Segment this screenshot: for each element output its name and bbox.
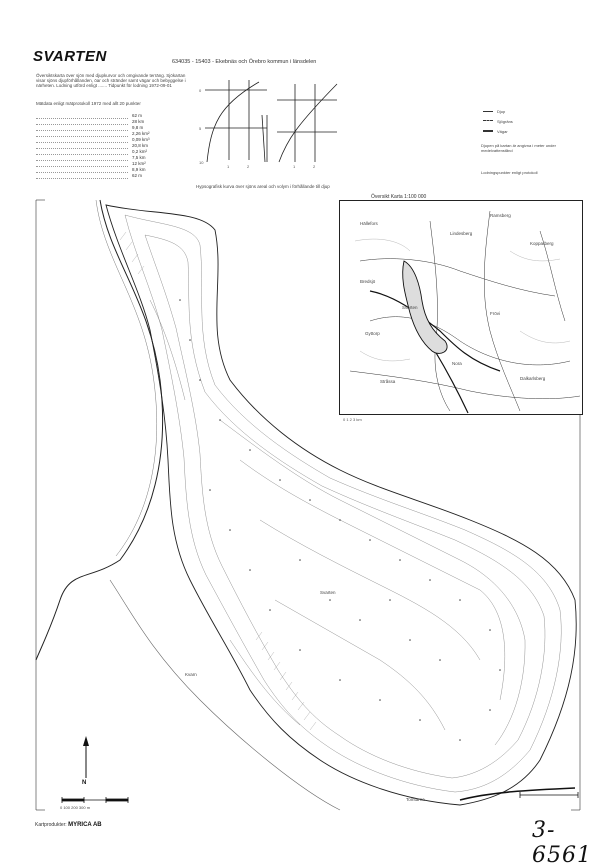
credit-prefix: Kartprodukter: xyxy=(35,822,67,828)
fact-value: 8,9 km xyxy=(132,167,146,172)
north-label: N xyxy=(82,780,87,786)
overview-inset-map xyxy=(339,200,583,415)
svg-text:2: 2 xyxy=(247,164,250,169)
legend-label: Djup xyxy=(497,108,506,114)
inset-caption: Översikt Karta 1:100 000 xyxy=(371,194,427,200)
legend-label: Sjögräns xyxy=(497,118,513,124)
inset-place-label: Dalkarlsberg xyxy=(520,376,546,381)
inset-place-label: Svarten xyxy=(402,305,418,310)
fact-value: 7,5 km xyxy=(132,155,146,160)
fact-value: 62 m xyxy=(132,173,143,178)
fact-value: 0,09 km³ xyxy=(132,137,150,142)
fact-value: 9,8 m xyxy=(132,125,144,130)
svg-text:5: 5 xyxy=(199,126,202,131)
graph-caption: Hypsografisk kurva över sjöns areal och volym i förhållande till djup xyxy=(196,184,330,189)
inset-place-label: Nora xyxy=(452,361,462,366)
inset-place-label: Gyttorp xyxy=(365,331,380,336)
map-subtitle: 634035 - 15403 - Ekebnäs och Örebro kommun i länsdelen xyxy=(172,59,317,65)
svg-text:1: 1 xyxy=(293,164,296,169)
fact-value: 28 km xyxy=(132,119,145,124)
legend-label: Vägar xyxy=(497,128,508,134)
map-place-label: Svarten xyxy=(320,590,336,595)
fact-value: 62 m xyxy=(132,113,143,118)
map-place-label: Kvarn xyxy=(185,672,197,677)
legend-note-points: Lodningspunkter enligt protokoll xyxy=(481,170,538,175)
measurement-note: Mätdata enligt mätprotokoll 1972 med allt 20 punkter xyxy=(36,101,141,106)
inset-place-label: Stråssa xyxy=(380,379,396,384)
inset-place-label: Hällefors xyxy=(360,221,378,226)
map-title: SVARTEN xyxy=(33,48,107,65)
fact-value: 2,26 km² xyxy=(132,131,150,136)
map-place-label: Tomtarna xyxy=(406,797,425,802)
scale-bar-icon xyxy=(62,797,128,803)
inset-place-label: Frövi xyxy=(490,311,500,316)
inset-place-label: Ramsberg xyxy=(490,213,511,218)
scale-label: 0 100 200 300 m xyxy=(60,805,91,810)
fact-value: 20,8 km xyxy=(132,143,149,148)
handwritten-catalog-number: 3-6561 xyxy=(532,818,592,868)
svg-text:1: 1 xyxy=(227,164,230,169)
north-arrow-icon xyxy=(83,736,89,778)
inset-place-label: Bredsjö xyxy=(360,279,376,284)
svg-text:10: 10 xyxy=(199,160,204,165)
fact-value: 12 km² xyxy=(132,161,146,166)
legend-note: Djupen på kartan är angivna i meter under medelvattenstånd xyxy=(481,143,556,153)
inset-place-label: Kopparberg xyxy=(530,241,554,246)
fact-value: 0,2 km² xyxy=(132,149,148,154)
credit-brand: MYRICA AB xyxy=(68,822,102,828)
publisher-credit xyxy=(35,822,102,828)
svg-text:0: 0 xyxy=(199,88,202,93)
intro-text: Översiktskarta över sjön med djupkurvor och omgivande terräng. Sjökartan visar sjöns djupförhållanden, öar och stränder samt vägar och bebyggelse i närheten. Lodning utförd enligt ....... Tidpunkt för lodning 1972-09-01 xyxy=(36,73,186,88)
svg-text:2: 2 xyxy=(313,164,316,169)
inset-scale-label: 0 1 2 3 km xyxy=(343,417,362,422)
inset-place-label: Lindesberg xyxy=(450,231,473,236)
